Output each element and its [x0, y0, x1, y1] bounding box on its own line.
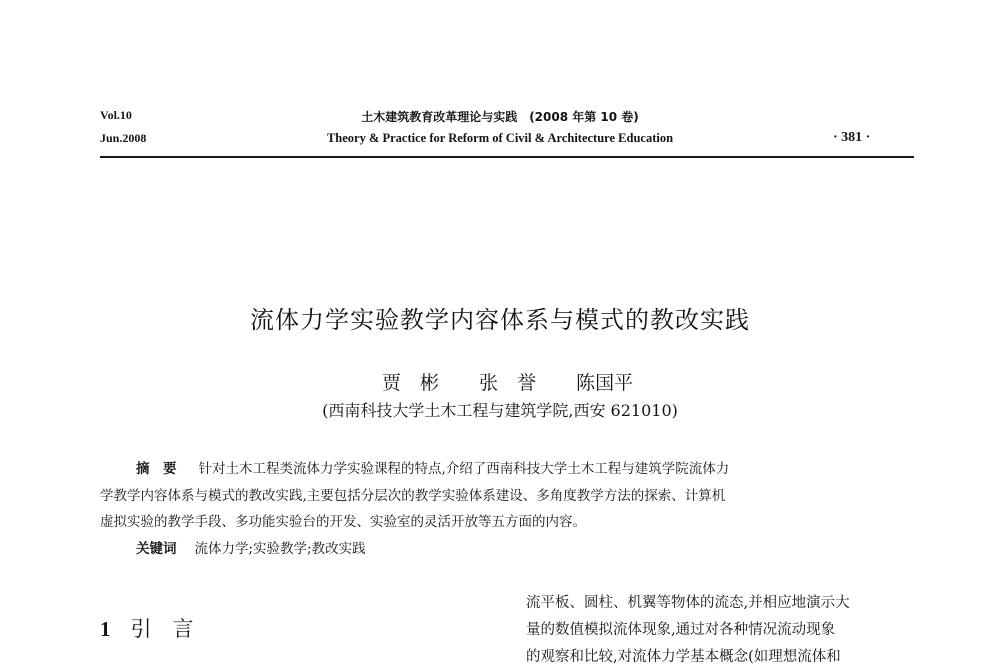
author-name: 张 誉: [479, 372, 537, 394]
abstract-text: 学教学内容体系与模式的教改实践,主要包括分层次的教学实验体系建设、多角度教学方法的探索、计算机: [100, 487, 726, 504]
abstract-text: 虚拟实验的教学手段、多功能实验台的开发、实验室的灵活开放等五方面的内容。: [100, 514, 586, 530]
section-title: 引 言: [130, 617, 194, 641]
header-rule: [100, 156, 914, 158]
journal-title-cn: 土木建筑教育改革理论与实践 (2008 年第 10 卷): [361, 110, 639, 124]
section-heading: [100, 613, 194, 643]
abstract-text: 针对土木工程类流体力学实验课程的特点,介绍了西南科技大学土木工程与建筑学院流体力: [198, 461, 730, 477]
page-number: · 381 ·: [833, 130, 871, 145]
keywords-line: [100, 536, 916, 563]
keywords-label: 关键词: [136, 540, 177, 557]
volume-label: Vol.10: [100, 108, 132, 122]
author-affiliation: (西南科技大学土木工程与建筑学院,西安 621010): [322, 401, 678, 420]
journal-title-en: Theory & Practice for Reform of Civil & Architecture Education: [326, 131, 674, 145]
abstract-line-1: [100, 456, 916, 483]
section-number: 1: [100, 617, 111, 641]
author-list: [382, 368, 633, 395]
abstract: [100, 456, 916, 562]
body-line: 流平板、圆柱、机翼等物体的流态,并相应地演示大: [526, 595, 850, 611]
body-column-right: [526, 590, 918, 671]
author-name: 贾 彬: [382, 372, 440, 394]
body-line: 量的数值模拟流体现象,通过对各种情况流动现象: [526, 622, 836, 638]
keywords-text: 流体力学;实验教学;教改实践: [194, 540, 366, 557]
issue-date: Jun.2008: [100, 131, 147, 145]
body-line: 的观察和比较,对流体力学基本概念(如理想流体和: [526, 649, 841, 665]
abstract-label: 摘 要: [136, 461, 177, 477]
article-title: 流体力学实验教学内容体系与模式的教改实践: [250, 306, 750, 334]
author-name: 陈国平: [576, 372, 634, 394]
